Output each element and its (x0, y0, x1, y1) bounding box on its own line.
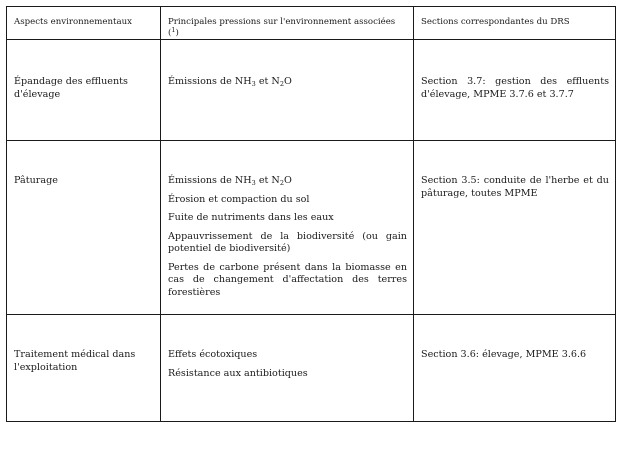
pressure-item: Érosion et compaction du sol (168, 193, 310, 205)
pressure-text: O (283, 76, 292, 87)
footnote-ref: 1 (171, 26, 176, 34)
aspect-cell: Traitement médical dans l'exploitation (7, 315, 161, 422)
pressure-text: Émissions de NH (168, 76, 252, 87)
pressure-item (168, 76, 407, 89)
section-cell: Section 3.6: élevage, MPME 3.6.6 (414, 315, 616, 422)
subscript: 2 (279, 179, 284, 187)
pressure-item: Pertes de carbone présent dans la biomasse en cas de changement d'affectation des terres forestières (168, 261, 407, 298)
header-aspects: Aspects environnementaux (7, 7, 161, 40)
pressure-item: Fuite de nutriments dans les eaux (168, 212, 334, 223)
table-row (7, 315, 616, 422)
pressures-cell (161, 40, 414, 141)
header-pressures-text: Principales pressions sur l'environnement associées ( (168, 17, 396, 38)
header-sections: Sections correspondantes du DRS (414, 7, 616, 40)
pressure-text: O (283, 175, 292, 186)
subscript: 3 (251, 179, 256, 187)
pressure-text: et N (255, 76, 280, 87)
pressure-item: Résistance aux antibiotiques (168, 367, 308, 379)
pressure-text: Émissions de NH (168, 175, 252, 186)
aspect-cell: Épandage des effluents d'élevage (7, 40, 161, 141)
pressure-item: Effets écotoxiques (168, 349, 258, 360)
pressure-item (168, 175, 407, 188)
environmental-aspects-table (6, 6, 616, 422)
table-header-row (7, 7, 616, 40)
header-pressures-close: ) (175, 28, 179, 38)
pressures-cell (161, 315, 414, 422)
subscript: 3 (251, 80, 256, 88)
table-row (7, 40, 616, 141)
aspect-cell: Pâturage (7, 141, 161, 315)
pressure-item: Appauvrissement de la biodiversité (ou gain potentiel de biodiversité) (168, 230, 407, 254)
subscript: 2 (279, 80, 284, 88)
pressures-cell (161, 141, 414, 315)
section-cell: Section 3.7: gestion des effluents d'élevage, MPME 3.7.6 et 3.7.7 (414, 40, 616, 141)
pressure-text: et N (255, 175, 280, 186)
section-cell: Section 3.5: conduite de l'herbe et du pâturage, toutes MPME (414, 141, 616, 315)
header-pressures (161, 7, 414, 40)
table-row (7, 141, 616, 315)
